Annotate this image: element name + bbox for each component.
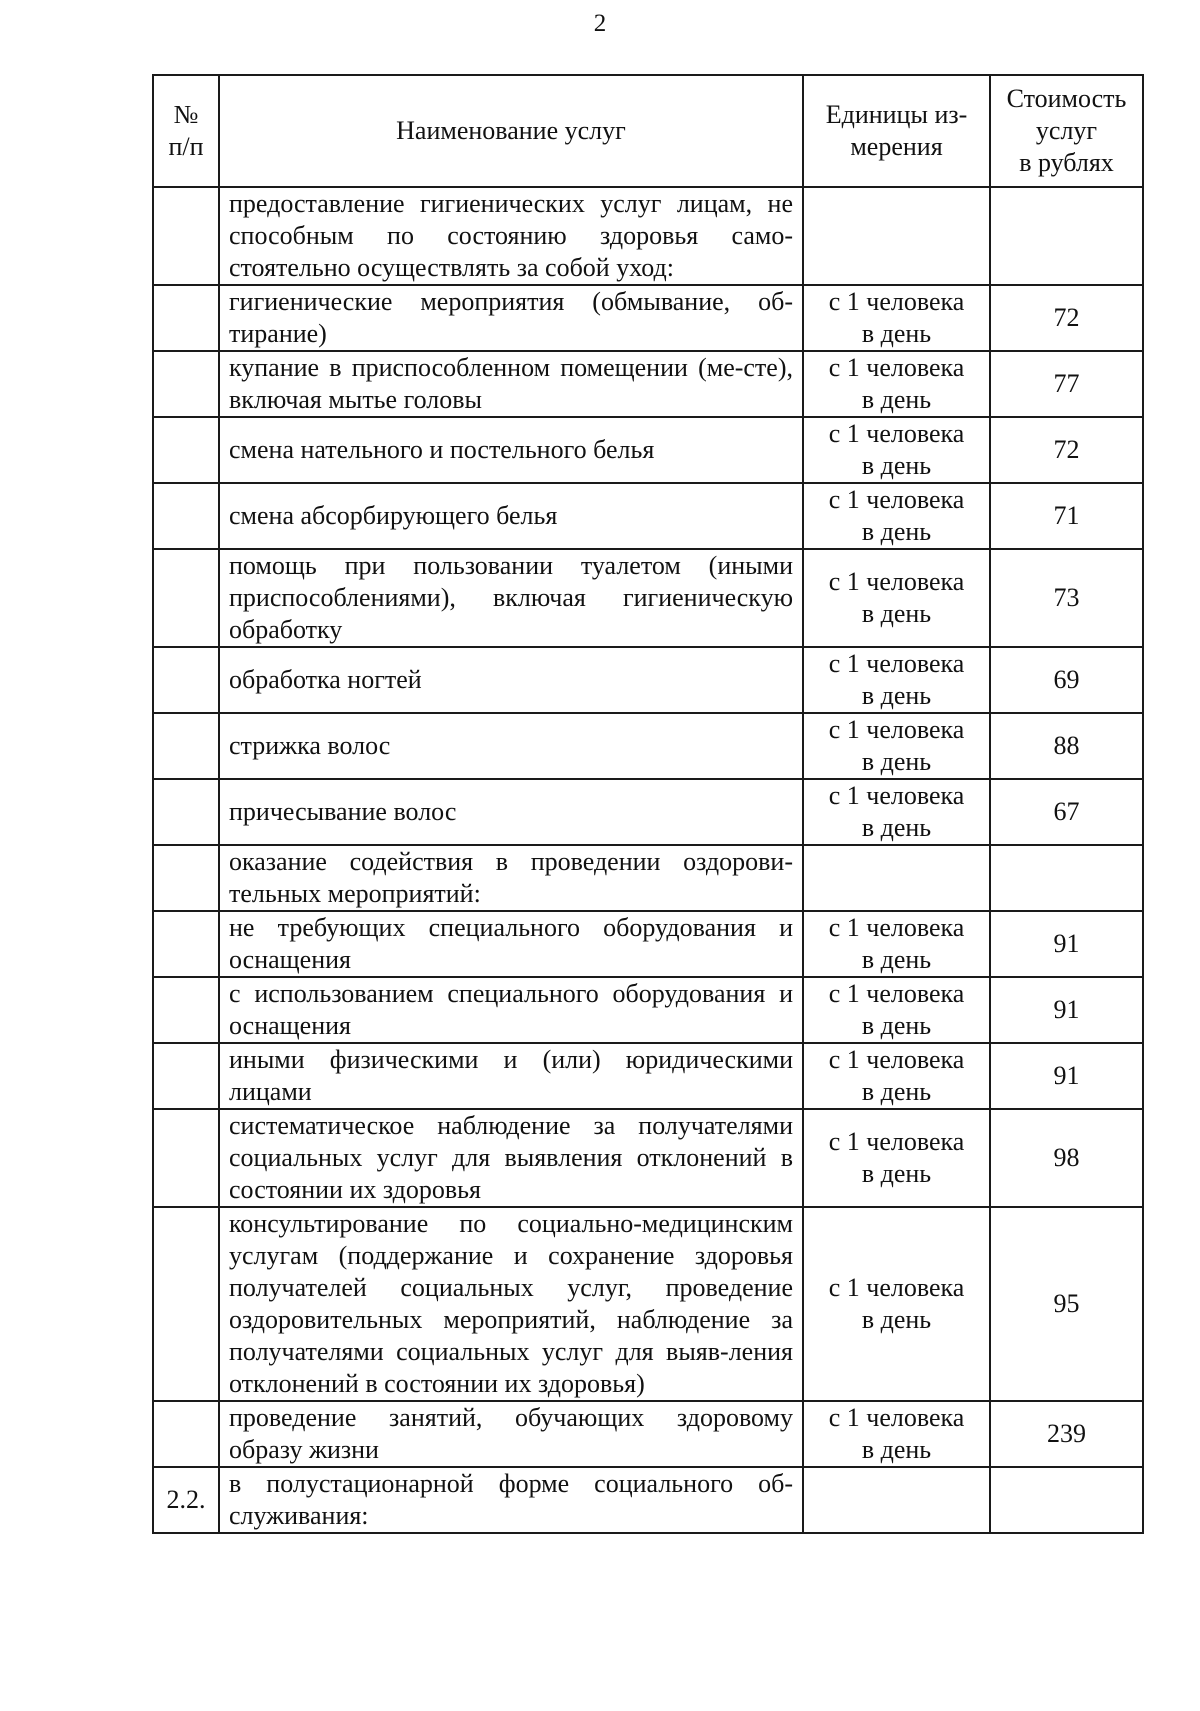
unit-line: в день [861, 681, 932, 710]
service-name: консультирование по социально-медицинским услугам (поддержание и сохранение здоровья получателей социальных услуг, проведение оздоровительных мероприятий, наблюдение за получателями социальных услуг для выяв-ления отклонений в состоянии их здоровья) [219, 1207, 803, 1401]
unit-line: с 1 человека [828, 715, 965, 744]
unit-line: в день [861, 1011, 932, 1040]
row-number [153, 911, 219, 977]
unit-of-measure [803, 845, 990, 911]
unit-of-measure [803, 713, 990, 779]
service-cost: 95 [990, 1207, 1143, 1401]
header-number-line: № [173, 100, 199, 129]
unit-line: с 1 человека [828, 485, 965, 514]
row-number [153, 977, 219, 1043]
unit-of-measure [803, 187, 990, 285]
service-cost: 72 [990, 285, 1143, 351]
unit-line: с 1 человека [828, 1127, 965, 1156]
header-unit-line: Единицы из- [825, 100, 968, 129]
table-row [153, 779, 1143, 845]
service-cost [990, 845, 1143, 911]
row-number [153, 779, 219, 845]
unit-of-measure [803, 549, 990, 647]
unit-line: в день [861, 385, 932, 414]
unit-line: в день [861, 1159, 932, 1188]
unit-of-measure [803, 647, 990, 713]
unit-line: в день [861, 1077, 932, 1106]
table-row [153, 285, 1143, 351]
row-number [153, 351, 219, 417]
service-cost: 77 [990, 351, 1143, 417]
table-row [153, 1467, 1143, 1533]
table-row [153, 187, 1143, 285]
unit-line: в день [861, 813, 932, 842]
row-number [153, 483, 219, 549]
table-row [153, 351, 1143, 417]
service-name: систематическое наблюдение за получателями социальных услуг для выявления отклонений в состоянии их здоровья [219, 1109, 803, 1207]
unit-of-measure [803, 1401, 990, 1467]
header-number-line: п/п [168, 132, 204, 161]
service-cost: 88 [990, 713, 1143, 779]
service-name: обработка ногтей [219, 647, 803, 713]
page-number: 2 [593, 10, 607, 37]
unit-line: с 1 человека [828, 781, 965, 810]
service-cost: 91 [990, 1043, 1143, 1109]
unit-of-measure [803, 779, 990, 845]
unit-line: с 1 человека [828, 287, 965, 316]
table-header-row [153, 75, 1143, 187]
table-row [153, 1207, 1143, 1401]
row-number [153, 1207, 219, 1401]
service-cost: 67 [990, 779, 1143, 845]
unit-line: в день [861, 517, 932, 546]
unit-line: с 1 человека [828, 353, 965, 382]
row-number [153, 713, 219, 779]
service-cost: 91 [990, 911, 1143, 977]
unit-line: с 1 человека [828, 567, 965, 596]
unit-line: в день [861, 1435, 932, 1464]
service-name: оказание содействия в проведении оздорови-тельных мероприятий: [219, 845, 803, 911]
service-cost [990, 1467, 1143, 1533]
row-number: 2.2. [153, 1467, 219, 1533]
service-name: в полустационарной форме социального об-служивания: [219, 1467, 803, 1533]
service-name: не требующих специального оборудования и оснащения [219, 911, 803, 977]
table-row [153, 977, 1143, 1043]
row-number [153, 845, 219, 911]
table-body [153, 187, 1143, 1533]
row-number [153, 1043, 219, 1109]
service-cost: 91 [990, 977, 1143, 1043]
unit-line: с 1 человека [828, 649, 965, 678]
unit-line: в день [861, 747, 932, 776]
service-name: купание в приспособленном помещении (ме-сте), включая мытье головы [219, 351, 803, 417]
service-cost: 72 [990, 417, 1143, 483]
table-row [153, 483, 1143, 549]
unit-line: с 1 человека [828, 1403, 965, 1432]
service-cost: 71 [990, 483, 1143, 549]
service-name: предоставление гигиенических услуг лицам, не способным по состоянию здоровья само-стоятельно осуществлять за собой уход: [219, 187, 803, 285]
unit-line: в день [861, 319, 932, 348]
unit-of-measure [803, 285, 990, 351]
service-cost: 73 [990, 549, 1143, 647]
header-cost-line: услуг [1035, 116, 1098, 145]
table-row [153, 1043, 1143, 1109]
unit-of-measure [803, 1043, 990, 1109]
service-cost [990, 187, 1143, 285]
service-name: помощь при пользовании туалетом (иными приспособлениями), включая гигиеническую обработку [219, 549, 803, 647]
service-cost: 239 [990, 1401, 1143, 1467]
services-price-table [152, 74, 1144, 1534]
unit-line: с 1 человека [828, 979, 965, 1008]
unit-of-measure [803, 483, 990, 549]
header-number [153, 75, 219, 187]
service-name: стрижка волос [219, 713, 803, 779]
row-number [153, 1109, 219, 1207]
table-row [153, 911, 1143, 977]
table-row [153, 1401, 1143, 1467]
unit-of-measure [803, 1109, 990, 1207]
unit-line: в день [861, 945, 932, 974]
table-row [153, 647, 1143, 713]
service-name: с использованием специального оборудования и оснащения [219, 977, 803, 1043]
row-number [153, 647, 219, 713]
unit-line: в день [861, 1305, 932, 1334]
unit-of-measure [803, 351, 990, 417]
unit-line: в день [861, 451, 932, 480]
row-number [153, 417, 219, 483]
unit-line: с 1 человека [828, 913, 965, 942]
unit-of-measure [803, 1207, 990, 1401]
table-row [153, 549, 1143, 647]
service-cost: 98 [990, 1109, 1143, 1207]
service-cost: 69 [990, 647, 1143, 713]
service-name: причесывание волос [219, 779, 803, 845]
service-name: проведение занятий, обучающих здоровому образу жизни [219, 1401, 803, 1467]
header-cost-line: Стоимость [1006, 84, 1127, 113]
row-number [153, 549, 219, 647]
unit-of-measure [803, 1467, 990, 1533]
service-name: смена абсорбирующего белья [219, 483, 803, 549]
header-name: Наименование услуг [219, 75, 803, 187]
service-name: гигиенические мероприятия (обмывание, об-тирание) [219, 285, 803, 351]
table-row [153, 713, 1143, 779]
unit-line: с 1 человека [828, 1045, 965, 1074]
header-unit-line: мерения [850, 132, 943, 161]
row-number [153, 187, 219, 285]
table-row [153, 1109, 1143, 1207]
service-name: иными физическими и (или) юридическими лицами [219, 1043, 803, 1109]
unit-of-measure [803, 417, 990, 483]
table-row [153, 417, 1143, 483]
unit-of-measure [803, 911, 990, 977]
unit-line: в день [861, 599, 932, 628]
unit-line: с 1 человека [828, 419, 965, 448]
unit-line: с 1 человека [828, 1273, 965, 1302]
header-unit [803, 75, 990, 187]
row-number [153, 285, 219, 351]
row-number [153, 1401, 219, 1467]
header-cost-line: в рублях [1019, 148, 1114, 177]
table-row [153, 845, 1143, 911]
service-name: смена нательного и постельного белья [219, 417, 803, 483]
unit-of-measure [803, 977, 990, 1043]
header-cost [990, 75, 1143, 187]
